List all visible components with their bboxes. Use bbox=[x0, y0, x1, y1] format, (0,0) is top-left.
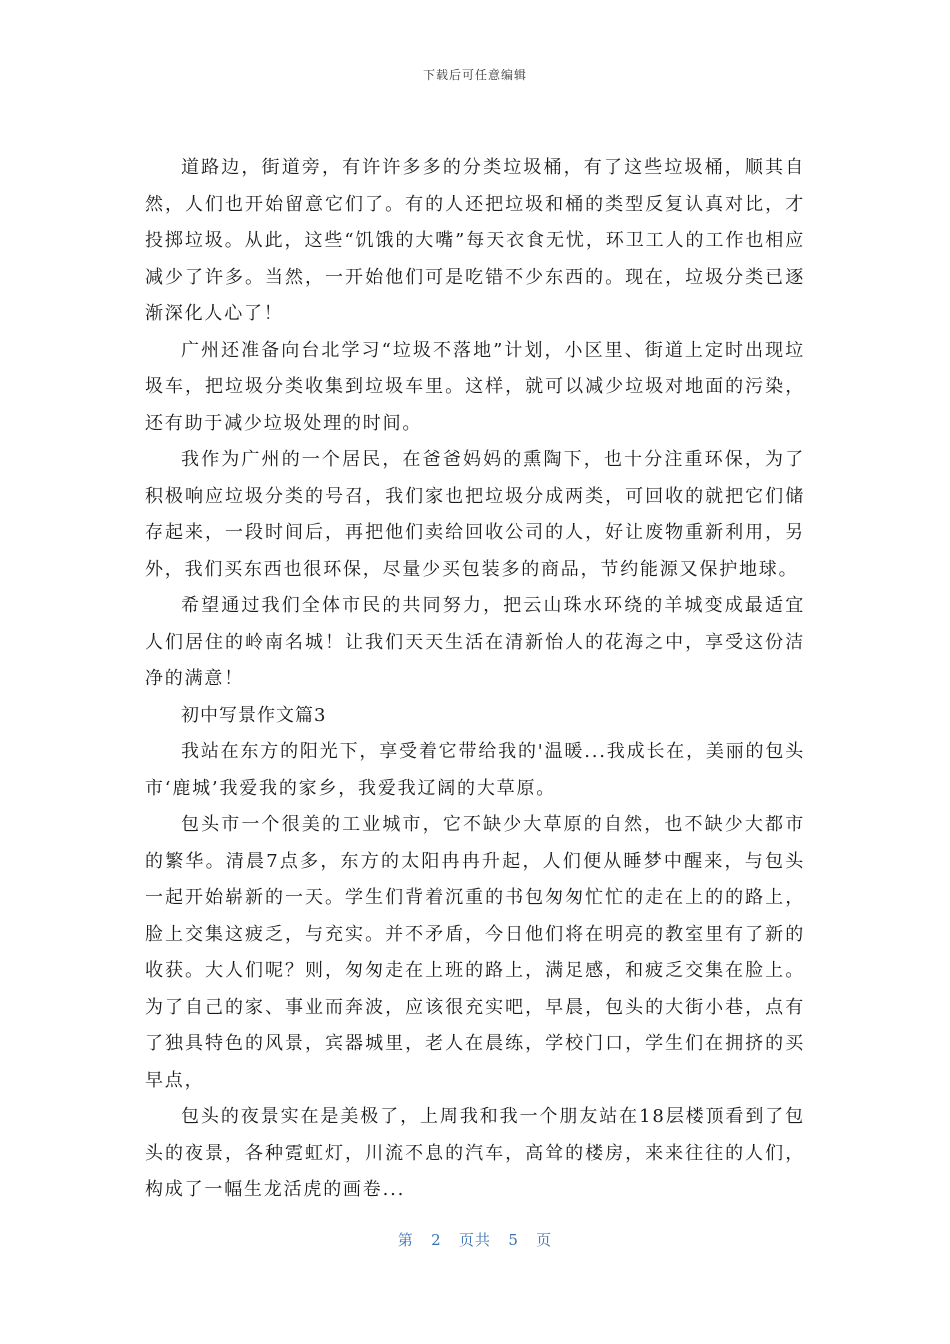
paragraph-7: 包头的夜景实在是美极了，上周我和我一个朋友站在18层楼顶看到了包头的夜景，各种霓虹灯，川流不息的汽车，高耸的楼房，来来往往的人们，构成了一幅生龙活虎的画卷... bbox=[145, 1106, 805, 1200]
paragraph-2: 广州还准备向台北学习“垃圾不落地”计划，小区里、街道上定时出现垃圾车，把垃圾分类收集到垃圾车里。这样，就可以减少垃圾对地面的污染，还有助于减少垃圾处理的时间。 bbox=[145, 339, 805, 434]
page-header: 下载后可任意编辑 bbox=[422, 68, 527, 82]
section-title: 初中写景作文篇3 bbox=[181, 704, 327, 726]
page-label-prefix: 第 bbox=[397, 1231, 414, 1249]
paragraph-4: 希望通过我们全体市民的共同努力，把云山珠水环绕的羊城变成最适宜人们居住的岭南名城！让我们天天生活在清新怡人的花海之中，享受这份洁净的满意！ bbox=[145, 595, 805, 689]
page-label-suffix: 页 bbox=[536, 1231, 553, 1249]
paragraph-6: 包头市一个很美的工业城市，它不缺少大草原的自然，也不缺少大都市的繁华。清晨7点多，东方的太阳冉冉升起，人们便从睡梦中醒来，与包头一起开始崭新的一天。学生们背着沉重的书包匆匆忙忙的走在上的的路上，脸上交集这疲乏，与充实。并不矛盾，今日他们将在明亮的教室里有了新的收获。大人们呢？则，匆匆走在上班的路上，满足感，和疲乏交集在脸上。为了自己的家、事业而奔波，应该很充实吧，早晨，包头的大街小巷，点有了独具特色的风景，宾器城里，老人在晨练，学校门口，学生们在拥挤的买早点， bbox=[145, 814, 805, 1091]
current-page-number: 2 bbox=[431, 1231, 442, 1249]
document-body bbox=[145, 150, 805, 1209]
paragraph-5: 我站在东方的阳光下，享受着它带给我的'温暖...我成长在，美丽的包头市‘鹿城’我爱我的家乡，我爱我辽阔的大草原。 bbox=[145, 741, 805, 799]
paragraph-1: 道路边，街道旁，有许许多多的分类垃圾桶，有了这些垃圾桶，顺其自然，人们也开始留意它们了。有的人还把垃圾和桶的类型反复认真对比，才投掷垃圾。从此，这些“饥饿的大嘴”每天衣食无忧，环卫工人的工作也相应减少了许多。当然，一开始他们可是吃错不少东西的。现在，垃圾分类已逐渐深化人心了！ bbox=[145, 157, 805, 324]
page-label-middle: 页共 bbox=[458, 1231, 491, 1249]
page-footer bbox=[0, 1229, 950, 1250]
paragraph-3: 我作为广州的一个居民，在爸爸妈妈的熏陶下，也十分注重环保，为了积极响应垃圾分类的号召，我们家也把垃圾分成两类，可回收的就把它们储存起来，一段时间后，再把他们卖给回收公司的人，好让废物重新利用，另外，我们买东西也很环保，尽量少买包装多的商品，节约能源又保护地球。 bbox=[145, 449, 805, 580]
total-pages-number: 5 bbox=[508, 1231, 519, 1249]
